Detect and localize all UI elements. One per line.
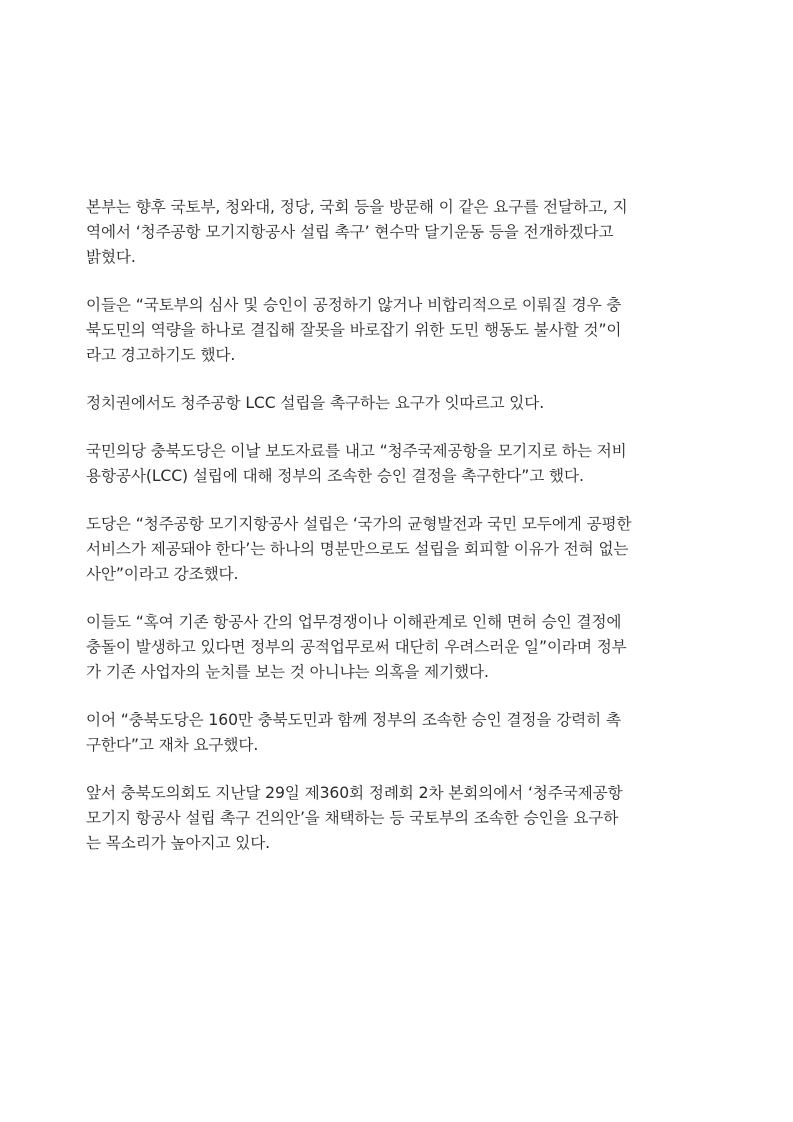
text-line: 앞서 충북도의회도 지난달 29일 제360회 정례회 2차 본회의에서 ‘청주국제공항: [86, 784, 623, 802]
text-line: 충돌이 발생하고 있다면 정부의 공적업무로써 대단히 우려스러운 일”이라며 정부: [86, 638, 627, 656]
text-line: 모기지 항공사 설립 촉구 건의안’을 채택하는 등 국토부의 조속한 승인을 요구하: [86, 809, 619, 827]
text-line: 가 기존 사업자의 눈치를 보는 것 아니냐는 의혹을 제기했다.: [86, 663, 489, 681]
text-line: 라고 경고하기도 했다.: [86, 346, 236, 364]
paragraph-6: [86, 610, 716, 685]
paragraph-1: [86, 195, 716, 270]
text-line: 도당은 “청주공항 모기지항공사 설립은 ‘국가의 균형발전과 국민 모두에게 공평한: [86, 515, 632, 533]
text-line: 이들은 “국토부의 심사 및 승인이 공정하기 않거나 비합리적으로 이뤄질 경우 충: [86, 296, 622, 314]
text-line: 본부는 향후 국토부, 청와대, 정당, 국회 등을 방문해 이 같은 요구를 전달하고, 지: [86, 198, 628, 216]
paragraph-5: [86, 512, 716, 587]
paragraph-7: [86, 708, 716, 758]
text-line: 역에서 ‘청주공항 모기지항공사 설립 촉구’ 현수막 달기운동 등을 전개하겠다고: [86, 223, 614, 241]
text-line: 사안”이라고 강조했다.: [86, 565, 239, 583]
paragraph-8: [86, 781, 716, 856]
text-line: 북도민의 역량을 하나로 결집해 잘못을 바로잡기 위한 도민 행동도 불사할 것”이: [86, 321, 622, 339]
article-body: [86, 195, 716, 879]
text-line: 는 목소리가 높아지고 있다.: [86, 834, 271, 852]
text-line: 구한다”고 재차 요구했다.: [86, 736, 259, 754]
text-line: 용항공사(LCC) 설립에 대해 정부의 조속한 승인 결정을 촉구한다”고 했다.: [86, 467, 584, 485]
text-line: 밝혔다.: [86, 248, 136, 266]
paragraph-4: [86, 439, 716, 489]
text-line: 서비스가 제공돼야 한다’는 하나의 명분만으로도 설립을 회피할 이유가 전혀 없는: [86, 540, 629, 558]
text-line: 국민의당 충북도당은 이날 보도자료를 내고 “청주국제공항을 모기지로 하는 저비: [86, 442, 627, 460]
text-line: 정치권에서도 청주공항 LCC 설립을 촉구하는 요구가 잇따르고 있다.: [86, 394, 545, 412]
paragraph-3: [86, 391, 716, 416]
text-line: 이들도 “혹여 기존 항공사 간의 업무경쟁이나 이해관계로 인해 면허 승인 결정에: [86, 613, 622, 631]
text-line: 이어 “충북도당은 160만 충북도민과 함께 정부의 조속한 승인 결정을 강력히 촉: [86, 711, 621, 729]
paragraph-2: [86, 293, 716, 368]
